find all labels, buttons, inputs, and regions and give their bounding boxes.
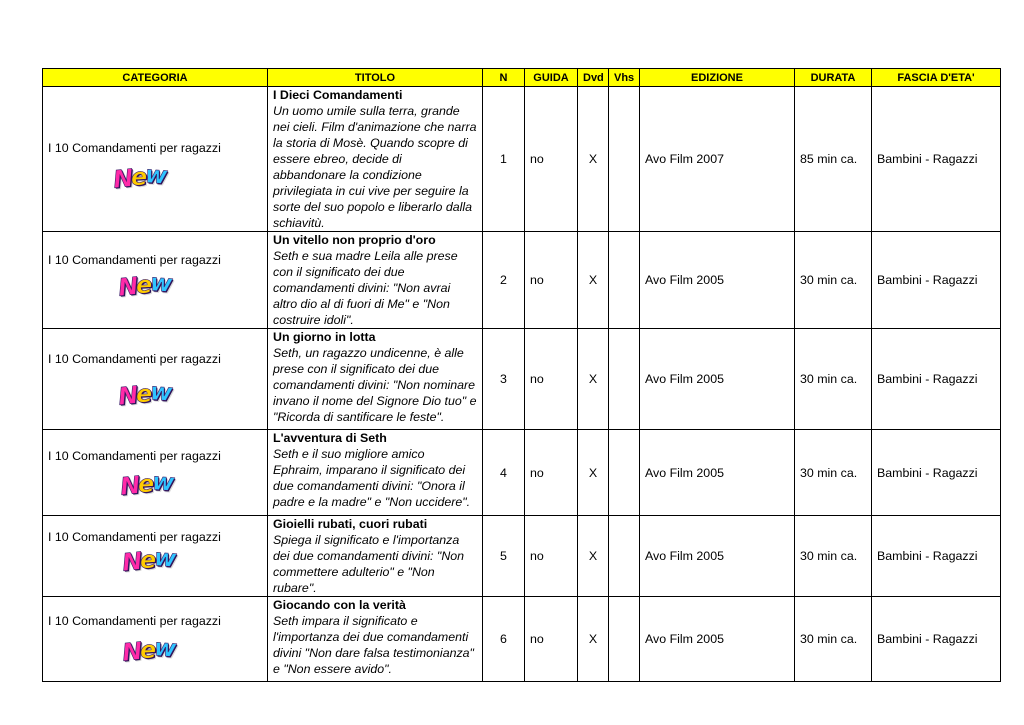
cell-categoria — [43, 329, 268, 430]
catalog-table — [42, 68, 1001, 682]
cell-vhs — [609, 430, 640, 516]
table-row — [43, 430, 1001, 516]
new-badge-icon: New — [120, 633, 176, 667]
cell-n: 3 — [483, 329, 525, 430]
cell-durata: 30 min ca. — [795, 329, 872, 430]
cell-dvd: X — [578, 430, 609, 516]
cell-n: 1 — [483, 87, 525, 232]
categoria-text: I 10 Comandamenti per ragazzi — [48, 352, 221, 366]
cell-n: 5 — [483, 516, 525, 597]
film-description: Spiega il significato e l'importanza dei due comandamenti divini: "Non commettere adulterio" e "Non rubare". — [273, 533, 465, 595]
cell-dvd: X — [578, 597, 609, 682]
cell-titolo — [268, 430, 483, 516]
header-vhs: Vhs — [609, 69, 640, 87]
cell-durata: 30 min ca. — [795, 232, 872, 329]
cell-n: 6 — [483, 597, 525, 682]
cell-dvd: X — [578, 232, 609, 329]
cell-durata: 30 min ca. — [795, 516, 872, 597]
cell-edizione: Avo Film 2005 — [640, 329, 795, 430]
header-n: N — [483, 69, 525, 87]
cell-edizione: Avo Film 2005 — [640, 597, 795, 682]
cell-titolo — [268, 232, 483, 329]
categoria-text: I 10 Comandamenti per ragazzi — [48, 614, 221, 628]
cell-vhs — [609, 87, 640, 232]
categoria-text: I 10 Comandamenti per ragazzi — [48, 253, 221, 267]
cell-titolo — [268, 87, 483, 232]
header-titolo: TITOLO — [268, 69, 483, 87]
new-badge-icon: New — [111, 160, 167, 194]
table-row — [43, 516, 1001, 597]
header-row — [43, 69, 1001, 87]
film-title: L'avventura di Seth — [273, 431, 387, 445]
cell-vhs — [609, 516, 640, 597]
header-edizione: EDIZIONE — [640, 69, 795, 87]
cell-categoria — [43, 516, 268, 597]
cell-edizione: Avo Film 2007 — [640, 87, 795, 232]
new-badge-icon: New — [118, 467, 174, 501]
film-description: Un uomo umile sulla terra, grande nei cieli. Film d'animazione che narra la storia di Mosè. Quando scopre di essere ebreo, decide di abbandonare la condizione privilegiata in cui vive per seguire la sorte del suo popolo e liberarlo dalla schiavitù. — [273, 104, 477, 230]
film-title: Un giorno in lotta — [273, 330, 376, 344]
cell-guida: no — [525, 329, 578, 430]
film-description: Seth e il suo migliore amico Ephraim, imparano il significato dei due comandamenti divini: "Onora il padre e la madre" e "Non uccidere". — [273, 447, 471, 509]
cell-titolo — [268, 516, 483, 597]
table-row — [43, 232, 1001, 329]
cell-n: 2 — [483, 232, 525, 329]
cell-titolo — [268, 329, 483, 430]
cell-vhs — [609, 597, 640, 682]
cell-fascia: Bambini - Ragazzi — [872, 430, 1001, 516]
cell-n: 4 — [483, 430, 525, 516]
cell-guida: no — [525, 232, 578, 329]
new-badge-icon: New — [120, 543, 176, 577]
cell-durata: 30 min ca. — [795, 430, 872, 516]
cell-edizione: Avo Film 2005 — [640, 516, 795, 597]
cell-vhs — [609, 232, 640, 329]
cell-guida: no — [525, 597, 578, 682]
film-title: Gioielli rubati, cuori rubati — [273, 517, 428, 531]
cell-guida: no — [525, 430, 578, 516]
table-row — [43, 597, 1001, 682]
cell-edizione: Avo Film 2005 — [640, 232, 795, 329]
table-row — [43, 329, 1001, 430]
categoria-text: I 10 Comandamenti per ragazzi — [48, 449, 221, 463]
cell-dvd: X — [578, 87, 609, 232]
cell-titolo — [268, 597, 483, 682]
cell-dvd: X — [578, 516, 609, 597]
cell-guida: no — [525, 87, 578, 232]
categoria-text: I 10 Comandamenti per ragazzi — [48, 530, 221, 544]
film-title: Un vitello non proprio d'oro — [273, 233, 436, 247]
film-description: Seth e sua madre Leila alle prese con il significato dei due comandamenti divini: "Non avrai altro dio al di fuori di Me" e "Non costruire idoli". — [273, 249, 458, 327]
cell-guida: no — [525, 516, 578, 597]
cell-fascia: Bambini - Ragazzi — [872, 516, 1001, 597]
header-categoria: CATEGORIA — [43, 69, 268, 87]
cell-edizione: Avo Film 2005 — [640, 430, 795, 516]
cell-dvd: X — [578, 329, 609, 430]
film-description: Seth impara il significato e l'importanza dei due comandamenti divini "Non dare falsa testimonianza" e "Non essere avido". — [273, 614, 474, 676]
header-guida: GUIDA — [525, 69, 578, 87]
new-badge-icon: New — [116, 377, 172, 411]
header-durata: DURATA — [795, 69, 872, 87]
cell-fascia: Bambini - Ragazzi — [872, 232, 1001, 329]
film-title: I Dieci Comandamenti — [273, 88, 403, 102]
cell-fascia: Bambini - Ragazzi — [872, 87, 1001, 232]
cell-categoria — [43, 87, 268, 232]
cell-durata: 85 min ca. — [795, 87, 872, 232]
cell-categoria — [43, 430, 268, 516]
cell-categoria — [43, 232, 268, 329]
header-dvd: Dvd — [578, 69, 609, 87]
cell-vhs — [609, 329, 640, 430]
cell-categoria — [43, 597, 268, 682]
header-fascia: FASCIA D'ETA' — [872, 69, 1001, 87]
categoria-text: I 10 Comandamenti per ragazzi — [48, 141, 221, 155]
cell-fascia: Bambini - Ragazzi — [872, 597, 1001, 682]
new-badge-icon: New — [116, 268, 172, 302]
table-row — [43, 87, 1001, 232]
cell-fascia: Bambini - Ragazzi — [872, 329, 1001, 430]
film-title: Giocando con la verità — [273, 598, 406, 612]
cell-durata: 30 min ca. — [795, 597, 872, 682]
film-description: Seth, un ragazzo undicenne, è alle prese con il significato dei due comandamenti divini: "Non nominare invano il nome del Signore Dio tuo" e "Ricorda di santificare le feste". — [273, 346, 477, 424]
